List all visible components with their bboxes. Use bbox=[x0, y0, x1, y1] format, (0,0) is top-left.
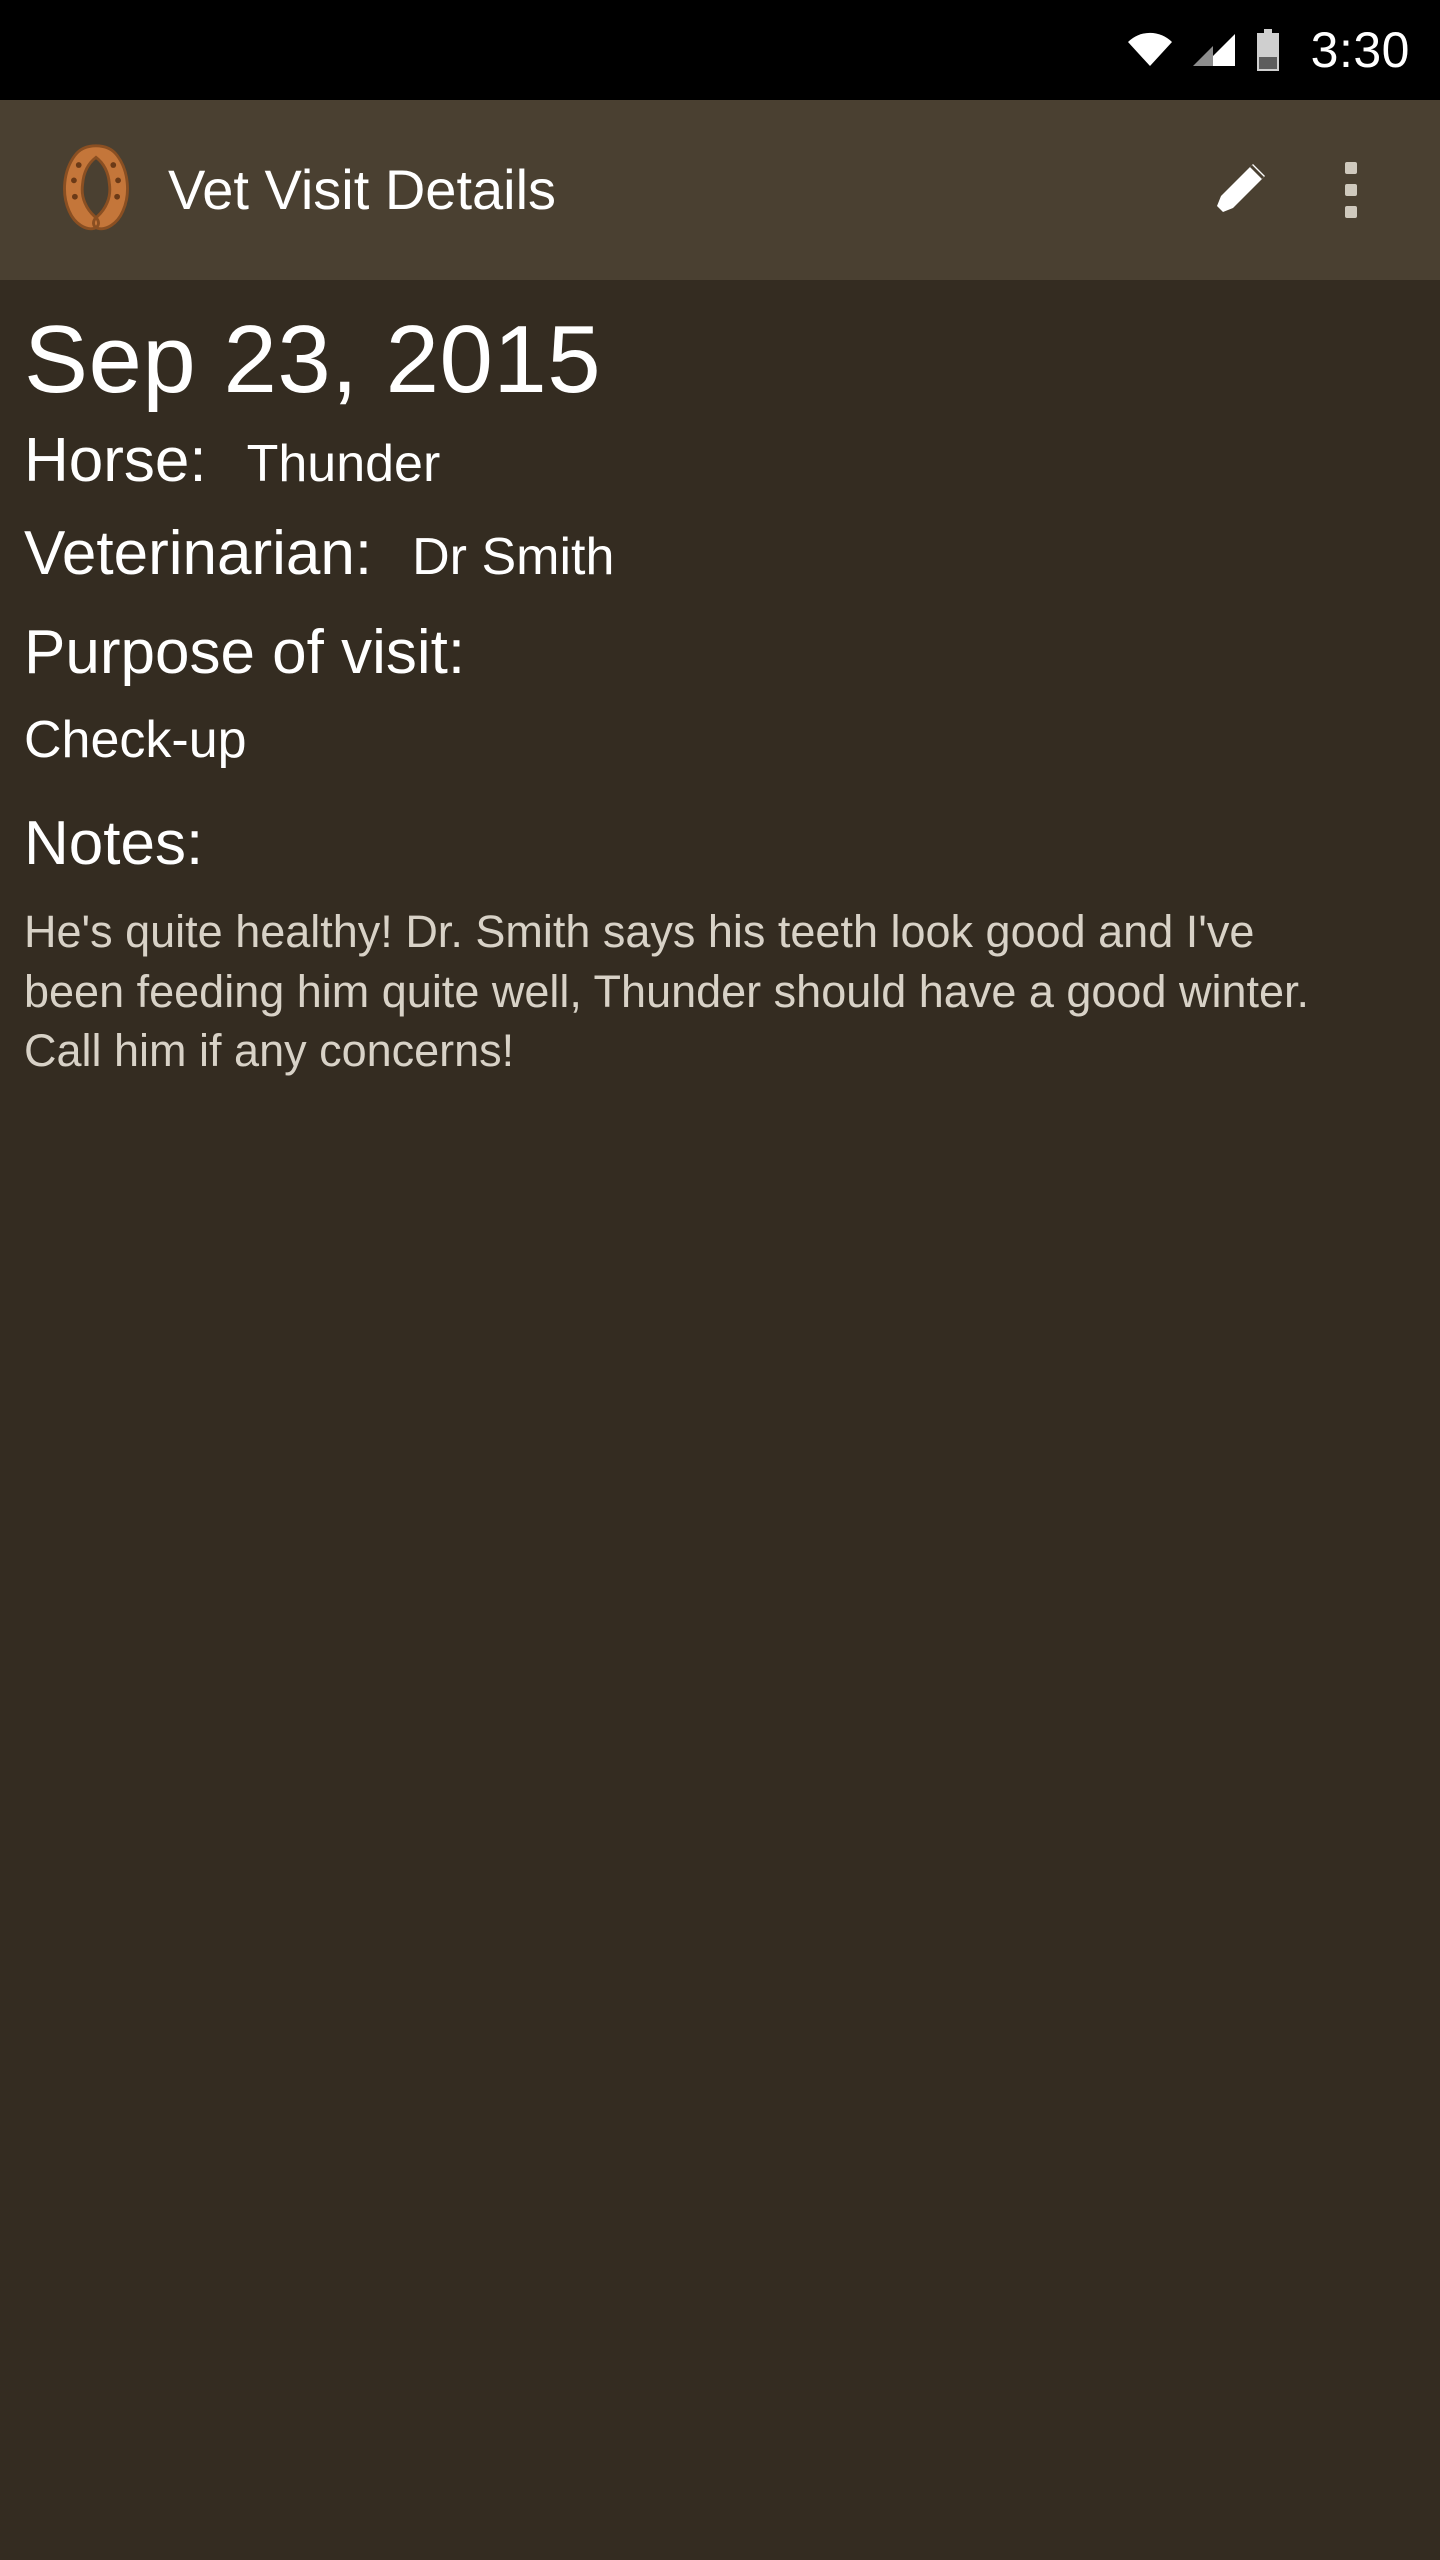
status-icons bbox=[1127, 22, 1410, 78]
horse-value: Thunder bbox=[246, 434, 441, 493]
battery-icon bbox=[1255, 29, 1281, 71]
notes-block bbox=[24, 808, 1416, 1081]
notes-value: He's quite healthy! Dr. Smith says his teeth look good and I've been feeding him quite well, Thunder should have a good winter. Call him if any concerns! bbox=[24, 905, 1310, 1077]
horse-label: Horse: bbox=[24, 425, 207, 495]
horseshoe-icon bbox=[46, 140, 146, 240]
edit-button[interactable] bbox=[1186, 135, 1296, 245]
notes-label: Notes: bbox=[24, 809, 204, 879]
cellular-signal-icon bbox=[1191, 32, 1237, 68]
status-clock: 3:30 bbox=[1310, 22, 1410, 78]
overflow-menu-icon bbox=[1345, 162, 1357, 218]
vet-visit-details bbox=[0, 280, 1440, 2560]
pencil-edit-icon bbox=[1209, 156, 1273, 225]
wifi-icon bbox=[1127, 32, 1173, 68]
horse-row bbox=[24, 425, 1416, 496]
veterinarian-label: Veterinarian: bbox=[24, 519, 373, 589]
visit-date: Sep 23, 2015 bbox=[24, 306, 602, 413]
purpose-label: Purpose of visit: bbox=[24, 618, 466, 688]
action-bar bbox=[0, 100, 1440, 280]
veterinarian-value: Dr Smith bbox=[412, 528, 615, 587]
status-bar bbox=[0, 0, 1440, 100]
veterinarian-row bbox=[24, 518, 1416, 589]
purpose-block bbox=[24, 617, 1416, 770]
page-title: Vet Visit Details bbox=[168, 162, 557, 218]
overflow-menu-button[interactable] bbox=[1296, 135, 1406, 245]
purpose-value: Check-up bbox=[24, 710, 247, 769]
